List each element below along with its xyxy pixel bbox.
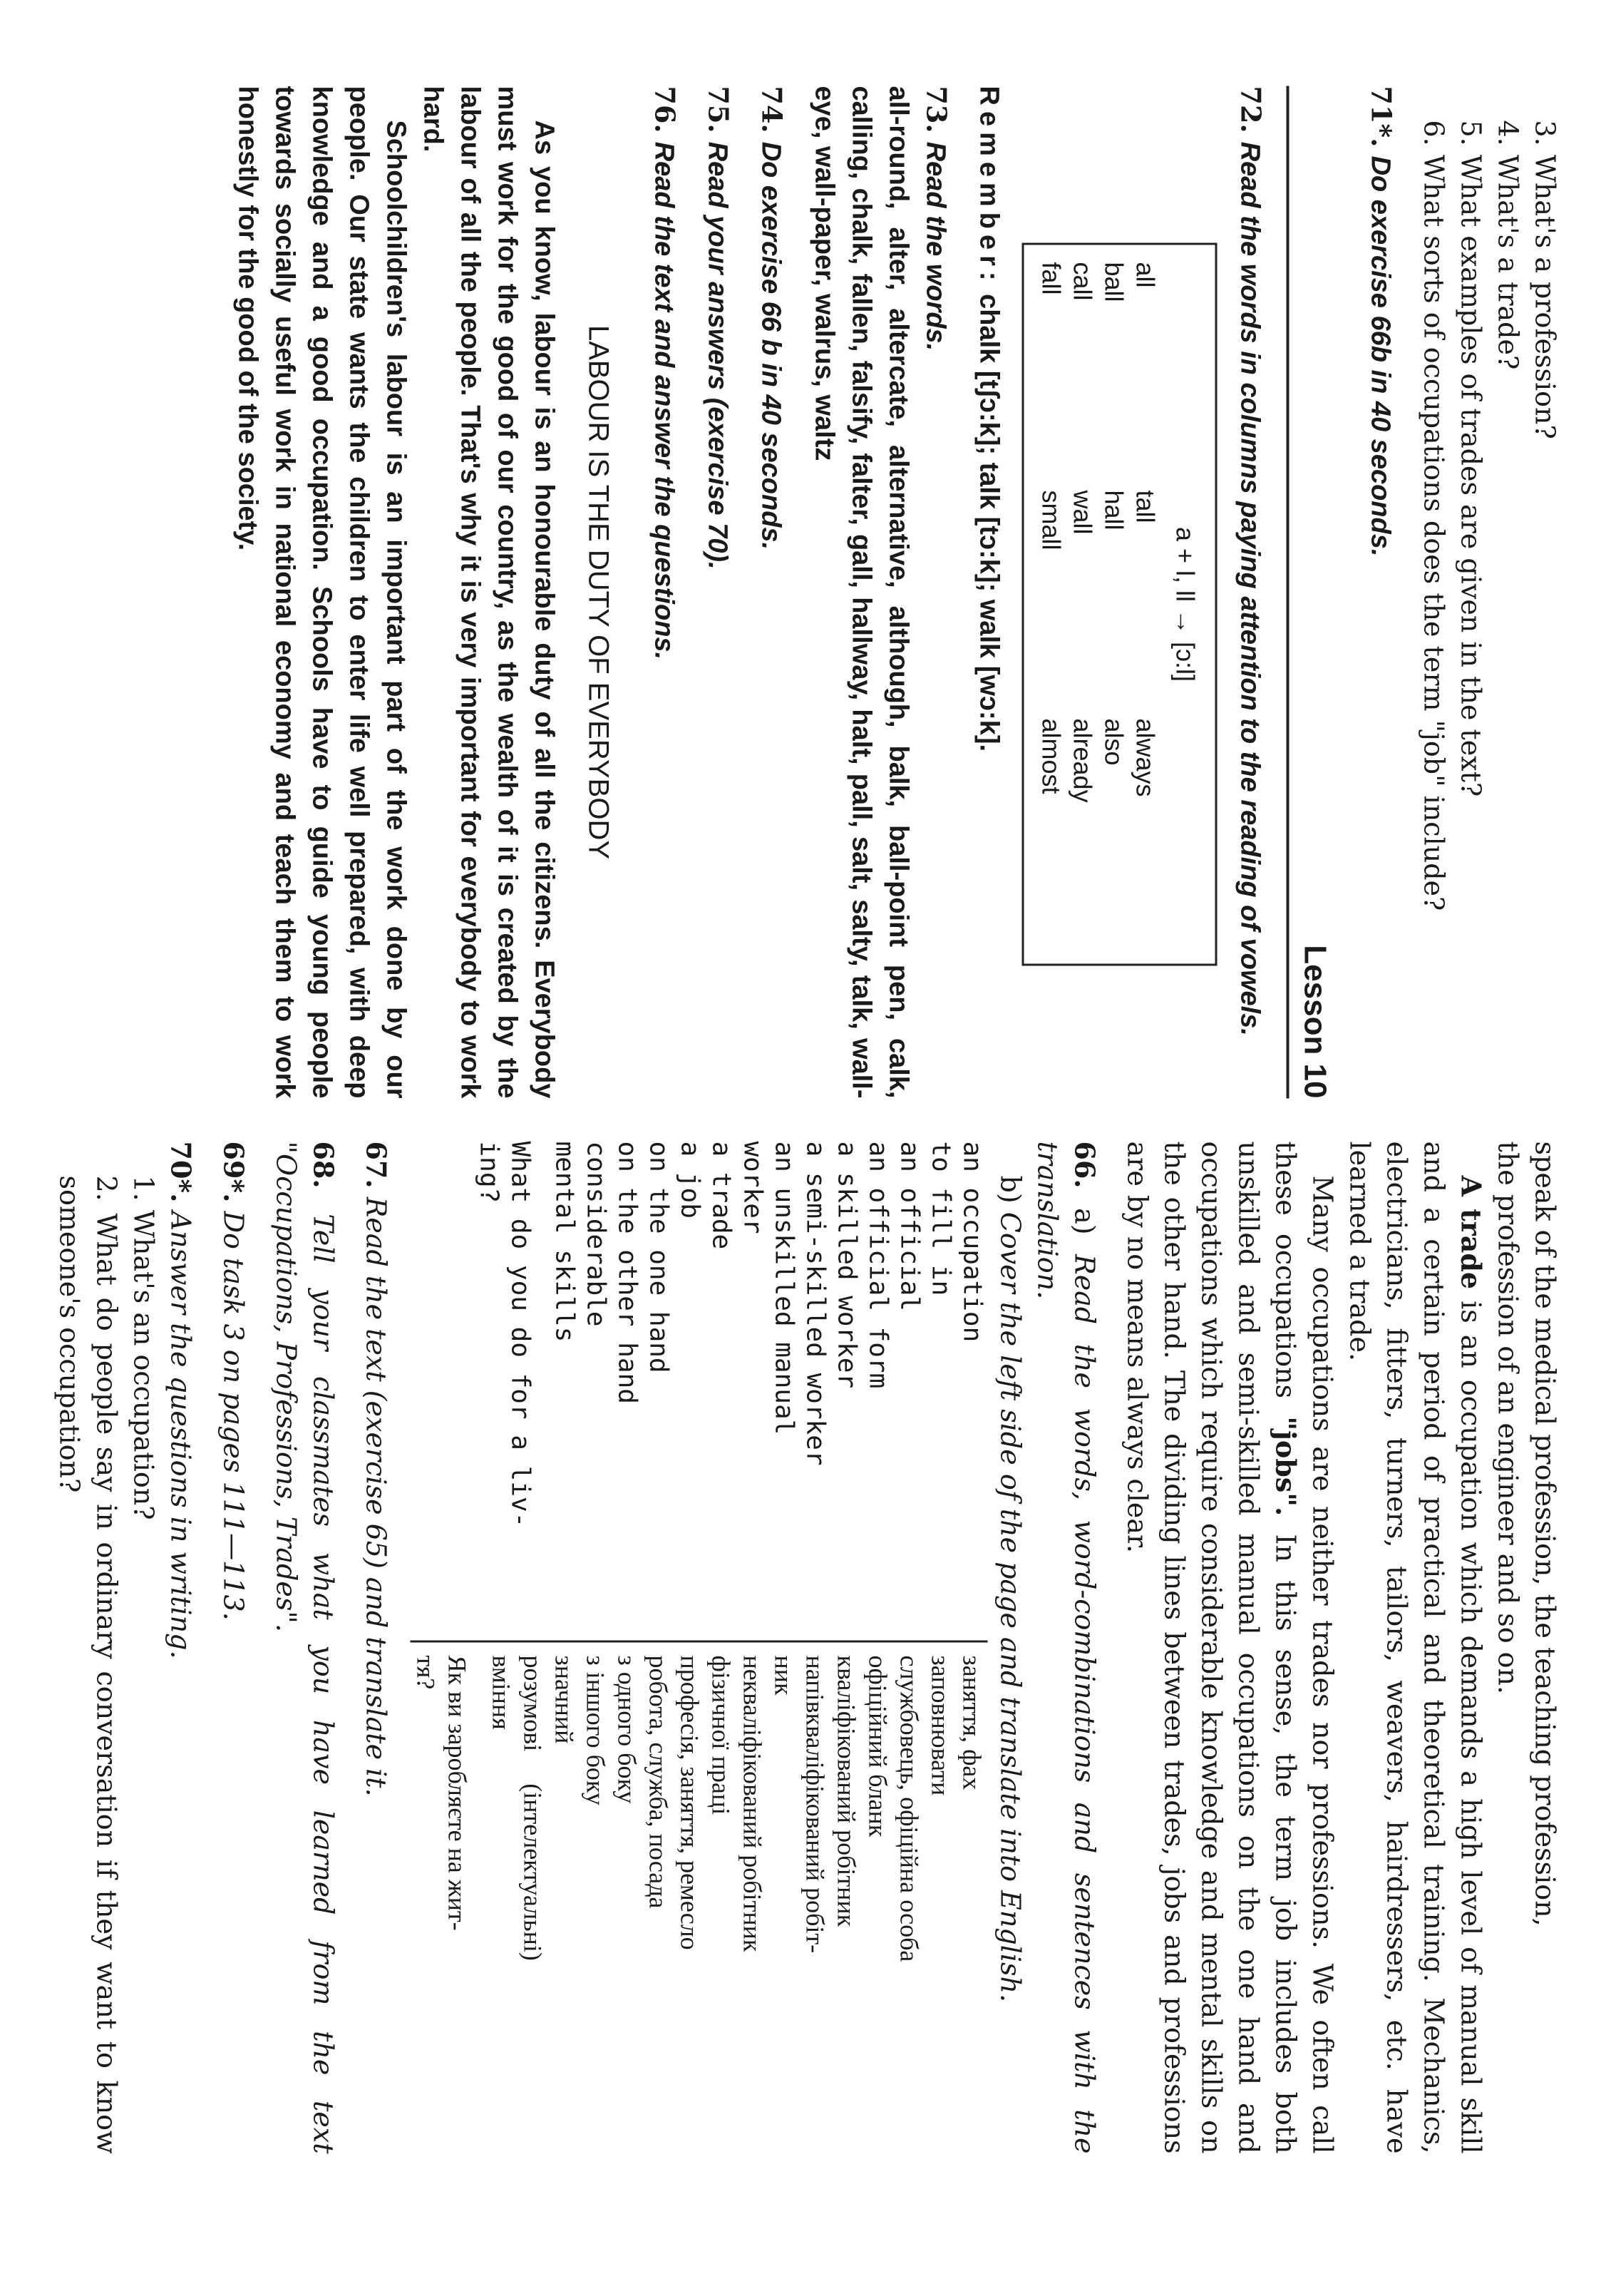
remember-label: Remember: <box>974 86 1004 287</box>
word: wall <box>1068 490 1097 535</box>
vocab-ua: тя? <box>411 1655 440 1689</box>
word: almost <box>1036 718 1066 794</box>
vocab-ua: робота, служба, посада <box>644 1655 672 1909</box>
exercise-number: 69*. <box>217 1141 249 1202</box>
word: hall <box>1099 490 1128 531</box>
jobs-intro: Many occupations are neither trades nor professions. We often call these occupations <box>1270 1141 1338 2153</box>
vocab-ua: ник <box>769 1655 798 1696</box>
part-b-label: b) <box>994 1175 1026 1204</box>
exercise-number: 72. <box>1235 86 1267 133</box>
vowel-columns-box <box>1021 242 1217 965</box>
word-column <box>1035 718 1160 946</box>
vocab-en: What do you do for a liv- <box>505 1141 535 1527</box>
word: call <box>1068 262 1097 301</box>
exercise-74 <box>752 86 790 1098</box>
vocab-en: a job <box>675 1141 704 1219</box>
word-columns <box>1035 262 1160 946</box>
exercise-number: 74. <box>756 86 788 133</box>
word: small <box>1036 490 1066 550</box>
exercise-number: 66. <box>1069 1141 1101 1189</box>
exercise-68 <box>267 1141 341 2153</box>
word: already <box>1068 718 1097 803</box>
vocab-ua: з іншого боку <box>581 1655 609 1805</box>
word: fall <box>1036 262 1066 295</box>
trade-definition: is an occupation which demands a high level of manual skill and a certain period of practical and theoretical training. Mechanics, electricians, fitters, turners, tailors, weavers, hairdressers, etc. have learned a trade. <box>1344 1141 1486 2154</box>
vocab-en: worker <box>738 1141 767 1234</box>
exercise-76 <box>645 86 683 1098</box>
exercise-instruction: Read the words in columns paying attention to the reading of vowels. <box>1235 141 1265 1036</box>
exercise-number: 75. <box>702 86 734 133</box>
exercise-number: 71*. <box>1365 86 1397 147</box>
vocab-ua: значний <box>550 1655 578 1743</box>
exercise-75 <box>699 86 736 1098</box>
question-item: 4. What's a trade? <box>1492 120 1523 369</box>
word-column <box>1035 262 1160 490</box>
vocab-ua: професія, заняття, ремесло <box>675 1655 704 1950</box>
part-a-instruction: Read the words, word-combinations and sentences with the translation. <box>1031 1141 1100 2153</box>
part-a-label: a) <box>1069 1207 1100 1235</box>
intro-line: the profession of an engineer and so on. <box>1492 1141 1523 1694</box>
reading-paragraph: As you know, labour is an honourable duty of all the citizens. Everybody must work for the good of our country, as the wealth of it is created by the labour of all the people. That's why it is very important for everybody to work hard. <box>418 86 559 1098</box>
vocab-ua: фізичної праці <box>706 1655 735 1815</box>
question-item: 6. What sorts of occupations does the term "job" include? <box>1418 120 1449 911</box>
vocab-ua: розумові (інтелектуальні) <box>518 1655 547 1961</box>
exercise-instruction: Read the words. <box>920 141 950 351</box>
vocab-en: a semi-skilled worker <box>801 1141 830 1466</box>
reading-paragraph: Schoolchildren's labour is an important part of the work done by our people. Our state wants the children to enter life well prepared, with deep knowledge and a good occupation. Schools have to guide young people towards socially useful work in national economy and teach them to work honestly for the good of the society. <box>232 86 411 1098</box>
english-column <box>410 1141 987 1640</box>
exercise-71 <box>1362 86 1399 1098</box>
exercise-70 <box>51 1141 199 2153</box>
vocab-en: an occupation <box>957 1141 987 1342</box>
jobs-continuation: In this sense, the term job includes both unskilled and semi-skilled manual occupations on the one hand and occupations which require considerable knowledge and mental skills on the other hand. The dividing lines between trades, jobs and professions are by no means always clear. <box>1121 1141 1301 2153</box>
question-item: 2. What do people say in ordinary conversation if they want to know someone's occupation? <box>53 1175 122 2153</box>
vocab-ua: заповнювати <box>926 1655 954 1795</box>
exercise-instruction: Answer the questions in writing. <box>165 1211 196 1659</box>
trade-paragraph <box>1341 1141 1489 2153</box>
vocab-en: an unskilled manual <box>769 1141 798 1435</box>
exercise-67 <box>357 1141 394 2153</box>
word: also <box>1099 718 1128 766</box>
right-page <box>229 86 1563 1098</box>
word: all <box>1131 262 1160 288</box>
vocab-en: to fill in <box>926 1141 955 1296</box>
vocab-en: an official <box>895 1141 924 1311</box>
vocab-ua: Як ви заробляєте на жит- <box>443 1655 471 1931</box>
part-b-instruction: Cover the left side of the page and translate into English. <box>994 1211 1026 2002</box>
vocab-en: considerable <box>581 1141 610 1327</box>
vocab-ua: кваліфікований робітник <box>832 1655 860 1927</box>
remember-note <box>970 86 1007 1098</box>
word-list: all-round, alter, altercate, alternative, although, balk, ball-point pen, calk, calling, chalk, fallen, falsify, falter, gall, hallway, halt, pall, salt, salty, talk, wall-eye, wall-paper, walrus, waltz <box>809 86 913 1098</box>
lesson-header: Lesson 10 <box>1286 86 1333 1098</box>
exercise-instruction: Do task 3 on pages 111—113. <box>217 1211 249 1621</box>
exercise-instruction: Read the text and answer the questions. <box>649 141 679 660</box>
rule-title: a + l, ll → [ɔ:l] <box>1170 526 1200 682</box>
vocab-en: on the one hand <box>644 1141 673 1373</box>
questions-continued <box>1415 86 1563 1098</box>
exercise-number: 73. <box>920 86 952 133</box>
exercise-number: 67. <box>360 1141 392 1189</box>
reading-text-title: LABOUR IS THE DUTY OF EVERYBODY <box>582 324 614 859</box>
remember-text: chalk [tʃɔ:k]; talk [tɔ:k]; walk [wɔ:k]. <box>974 293 1004 752</box>
vocab-ua: напівкваліфікований робіт- <box>801 1655 829 1953</box>
exercise-69 <box>215 1141 252 2153</box>
left-page <box>51 1141 1563 2153</box>
vocab-ua: заняття, фах <box>957 1655 986 1790</box>
exercise-instruction: Read the text (exercise 65) and translate it. <box>360 1196 391 1797</box>
question-item: 5. What examples of trades are given in the text? <box>1455 120 1486 796</box>
exercise-72 <box>1021 86 1269 1098</box>
exercise-number: 76. <box>649 86 681 133</box>
vocab-en: on the other hand <box>612 1141 642 1404</box>
vocab-ua: некваліфікований робітник <box>738 1655 766 1952</box>
trade-term: A trade <box>1455 1175 1487 1289</box>
exercise-instruction: Tell your classmates what you have learned from the text "Occupations, Professions, Trades". <box>270 1141 339 2153</box>
word: ball <box>1099 262 1128 302</box>
vocabulary-table <box>410 1141 987 2153</box>
exercise-instruction: Read your answers (exercise 70). <box>702 141 732 570</box>
question-item: 3. What's a profession? <box>1529 120 1560 439</box>
question-item: 1. What's an occupation? <box>128 1175 159 1520</box>
vocab-ua: офіційний бланк <box>863 1655 892 1837</box>
word: always <box>1131 718 1160 797</box>
intro-line: speak of the medical profession, the teaching profession, <box>1529 1141 1560 1927</box>
word: tall <box>1131 490 1160 523</box>
vocab-en: a trade <box>706 1141 736 1249</box>
exercise-number: 70*. <box>165 1141 197 1202</box>
word-column <box>1035 490 1160 718</box>
jobs-term: "jobs". <box>1270 1415 1302 1516</box>
exercise-instruction: Do exercise 66b in 40 seconds. <box>1365 155 1395 556</box>
vocab-ua: службовець, офіційна особа <box>895 1655 923 1962</box>
vocab-en: an official form <box>863 1141 892 1388</box>
vocab-en: ing? <box>474 1141 503 1203</box>
ukrainian-column <box>410 1640 987 2153</box>
exercise-number: 68. <box>307 1141 339 1189</box>
exercise-66 <box>410 1141 1103 2153</box>
vocab-en: mental skills <box>550 1141 579 1342</box>
vocab-ua: з одного боку <box>612 1655 641 1803</box>
vocab-ua: вміння <box>487 1655 515 1730</box>
vocab-en: a skilled worker <box>832 1141 861 1388</box>
exercise-instruction: Do exercise 66 b in 40 seconds. <box>756 141 786 550</box>
jobs-paragraph <box>1118 1141 1341 2153</box>
exercise-73 <box>805 86 954 1098</box>
